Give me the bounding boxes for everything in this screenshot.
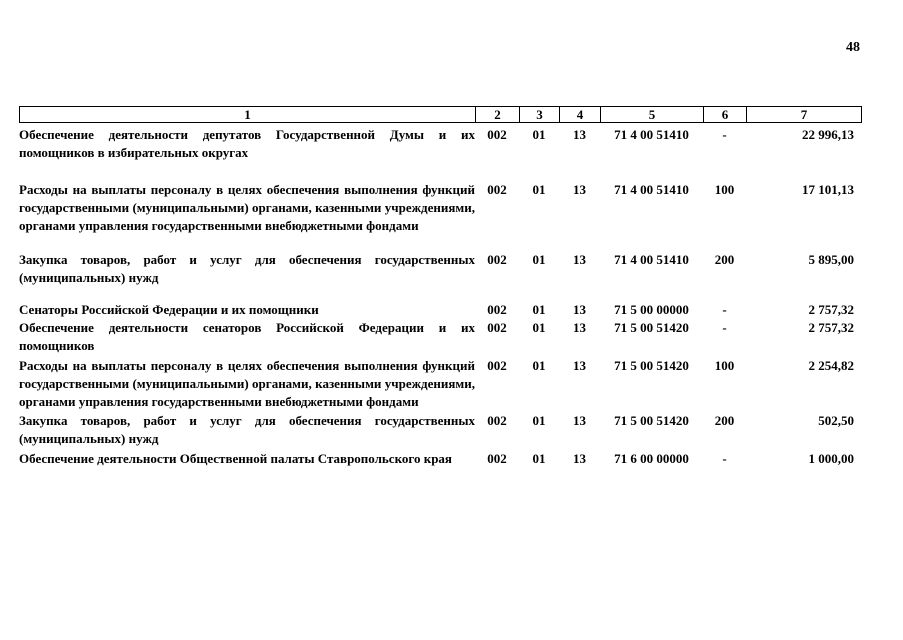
row-name: Закупка товаров, работ и услуг для обеспечения государственных (муниципальных) нужд bbox=[19, 252, 475, 285]
table-row bbox=[19, 251, 861, 287]
row-code-6: 200 bbox=[714, 413, 735, 428]
row-name: Закупка товаров, работ и услуг для обеспечения государственных (муниципальных) нужд bbox=[19, 413, 475, 446]
row-code-4: 13 bbox=[573, 127, 586, 142]
row-code-3: 01 bbox=[532, 413, 546, 428]
row-code-6: 100 bbox=[714, 182, 735, 197]
row-amount: 2 757,32 bbox=[808, 320, 854, 335]
row-amount: 5 895,00 bbox=[808, 252, 854, 267]
table-row bbox=[19, 301, 861, 319]
column-header-6: 6 bbox=[704, 107, 747, 123]
column-header-3: 3 bbox=[520, 107, 560, 123]
column-header-2: 2 bbox=[476, 107, 520, 123]
row-code-6: - bbox=[722, 451, 727, 466]
table-row bbox=[19, 357, 861, 411]
row-name: Сенаторы Российской Федерации и их помощники bbox=[19, 302, 319, 317]
row-code-5: 71 5 00 51420 bbox=[614, 358, 689, 373]
row-code-5: 71 5 00 00000 bbox=[614, 302, 689, 317]
row-name: Обеспечение деятельности депутатов Государственной Думы и их помощников в избирательных округах bbox=[19, 127, 475, 160]
page-number: 48 bbox=[846, 40, 860, 55]
row-code-5: 71 4 00 51410 bbox=[614, 182, 689, 197]
row-code-2: 002 bbox=[487, 182, 507, 197]
row-code-3: 01 bbox=[532, 302, 546, 317]
row-code-2: 002 bbox=[487, 127, 507, 142]
row-code-3: 01 bbox=[532, 127, 546, 142]
row-code-2: 002 bbox=[487, 320, 507, 335]
row-amount: 502,50 bbox=[818, 413, 854, 428]
row-name: Расходы на выплаты персоналу в целях обеспечения выполнения функций государственными (муниципальными) органами, казенными учреждениями, органами управления государственными внебюджетными фондами bbox=[19, 358, 475, 409]
row-code-2: 002 bbox=[487, 302, 507, 317]
row-amount: 1 000,00 bbox=[808, 451, 854, 466]
column-header-1: 1 bbox=[20, 107, 476, 123]
row-name: Обеспечение деятельности Общественной палаты Ставропольского края bbox=[19, 451, 452, 466]
row-code-2: 002 bbox=[487, 358, 507, 373]
row-name: Обеспечение деятельности сенаторов Российской Федерации и их помощников bbox=[19, 320, 475, 353]
row-code-4: 13 bbox=[573, 358, 586, 373]
column-header-4: 4 bbox=[560, 107, 601, 123]
row-code-6: - bbox=[722, 302, 727, 317]
row-code-3: 01 bbox=[532, 182, 546, 197]
table-row bbox=[19, 181, 861, 235]
row-code-4: 13 bbox=[573, 252, 586, 267]
row-code-6: 200 bbox=[714, 252, 735, 267]
row-code-4: 13 bbox=[573, 413, 586, 428]
table-row bbox=[19, 450, 861, 468]
row-code-4: 13 bbox=[573, 302, 586, 317]
row-code-3: 01 bbox=[532, 252, 546, 267]
row-code-5: 71 5 00 51420 bbox=[614, 320, 689, 335]
row-code-2: 002 bbox=[487, 413, 507, 428]
column-header-table bbox=[19, 106, 862, 123]
row-code-6: - bbox=[722, 127, 727, 142]
column-header-7: 7 bbox=[747, 107, 862, 123]
column-header-5: 5 bbox=[601, 107, 704, 123]
table-row bbox=[19, 319, 861, 355]
table-row bbox=[19, 126, 861, 162]
row-code-3: 01 bbox=[532, 451, 546, 466]
row-amount: 2 757,32 bbox=[808, 302, 854, 317]
column-header-row bbox=[20, 107, 862, 123]
row-code-4: 13 bbox=[573, 320, 586, 335]
row-code-5: 71 5 00 51420 bbox=[614, 413, 689, 428]
row-code-6: 100 bbox=[714, 358, 735, 373]
row-code-5: 71 6 00 00000 bbox=[614, 451, 689, 466]
row-code-4: 13 bbox=[573, 451, 586, 466]
table-row bbox=[19, 412, 861, 448]
row-code-2: 002 bbox=[487, 451, 507, 466]
row-amount: 22 996,13 bbox=[802, 127, 854, 142]
row-code-5: 71 4 00 51410 bbox=[614, 252, 689, 267]
row-name: Расходы на выплаты персоналу в целях обеспечения выполнения функций государственными (муниципальными) органами, казенными учреждениями, органами управления государственными внебюджетными фондами bbox=[19, 182, 475, 233]
row-code-3: 01 bbox=[532, 320, 546, 335]
row-code-5: 71 4 00 51410 bbox=[614, 127, 689, 142]
table-body bbox=[19, 126, 861, 468]
row-amount: 2 254,82 bbox=[808, 358, 854, 373]
row-code-2: 002 bbox=[487, 252, 507, 267]
row-code-3: 01 bbox=[532, 358, 546, 373]
row-code-4: 13 bbox=[573, 182, 586, 197]
row-code-6: - bbox=[722, 320, 727, 335]
row-amount: 17 101,13 bbox=[802, 182, 854, 197]
